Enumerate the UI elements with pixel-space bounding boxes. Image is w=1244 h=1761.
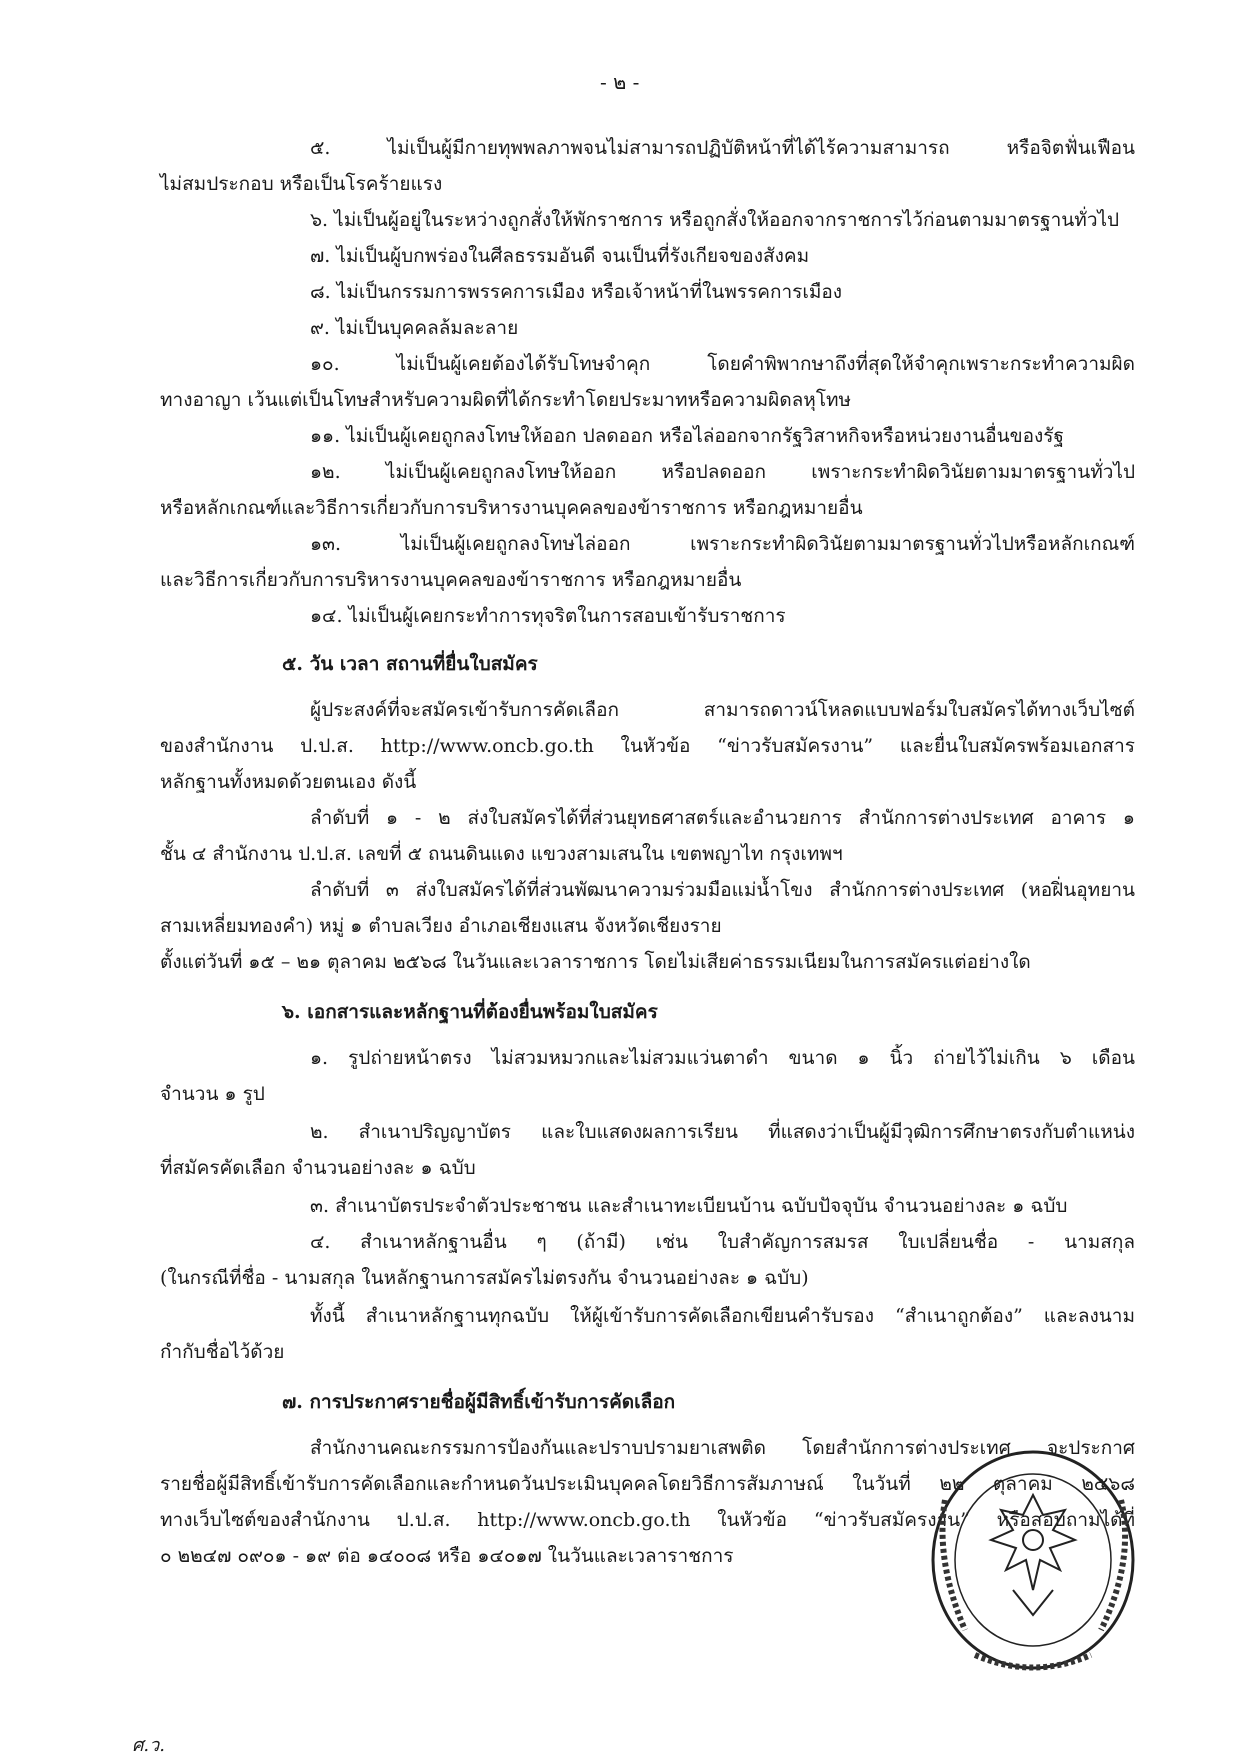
handwritten-initials: ศ.ว. (132, 1735, 165, 1756)
text-line: ของสำนักงาน ป.ป.ส. http://www.oncb.go.th ในหัวข้อ “ข่าวรับสมัครงาน” และยื่นใบสมัครพร้อมเอกสาร (160, 735, 1135, 757)
text-line: ลำดับที่ ๑ - ๒ ส่งใบสมัครได้ที่ส่วนยุทธศาสตร์และอำนวยการ สำนักการต่างประเทศ อาคาร ๑ (310, 807, 1135, 829)
text-line: ๕. ไม่เป็นผู้มีกายทุพพลภาพจนไม่สามารถปฏิบัติหน้าที่ได้ไร้ความสามารถ หรือจิตฟั่นเฟือน (310, 137, 1135, 159)
text-line: ๑. รูปถ่ายหน้าตรง ไม่สวมหมวกและไม่สวมแว่นตาดำ ขนาด ๑ นิ้ว ถ่ายไว้ไม่เกิน ๖ เดือน (310, 1047, 1135, 1069)
text-line: ตั้งแต่วันที่ ๑๕ – ๒๑ ตุลาคม ๒๕๖๘ ในวันและเวลาราชการ โดยไม่เสียค่าธรรมเนียมในการสมัครแต่อย่างใด (160, 951, 1031, 973)
text-line: ทางเว็บไซต์ของสำนักงาน ป.ป.ส. http://www.oncb.go.th ในหัวข้อ “ข่าวรับสมัครงาน” หรือสอบถามได้ที่ (160, 1509, 1135, 1531)
page-number: - ๒ - (600, 70, 640, 94)
text-line: ๑๑. ไม่เป็นผู้เคยถูกลงโทษให้ออก ปลดออก หรือไล่ออกจากรัฐวิสาหกิจหรือหน่วยงานอื่นของรัฐ (310, 425, 1064, 447)
text-line: ๒. สำเนาปริญญาบัตร และใบแสดงผลการเรียน ที่แสดงว่าเป็นผู้มีวุฒิการศึกษาตรงกับตำแหน่ง (310, 1121, 1135, 1143)
text-line: ๖. ไม่เป็นผู้อยู่ในระหว่างถูกสั่งให้พักราชการ หรือถูกสั่งให้ออกจากราชการไว้ก่อนตามมาตรฐานทั่วไป (310, 209, 1120, 231)
text-line: ๘. ไม่เป็นกรรมการพรรคการเมือง หรือเจ้าหน้าที่ในพรรคการเมือง (310, 281, 843, 303)
text-line: ชั้น ๔ สำนักงาน ป.ป.ส. เลขที่ ๕ ถนนดินแดง แขวงสามเสนใน เขตพญาไท กรุงเทพฯ (160, 843, 843, 865)
text-line: ทางอาญา เว้นแต่เป็นโทษสำหรับความผิดที่ได้กระทำโดยประมาทหรือความผิดลหุโทษ (160, 389, 852, 411)
text-line: หลักฐานทั้งหมดด้วยตนเอง ดังนี้ (160, 771, 417, 793)
text-line: ๙. ไม่เป็นบุคคลล้มละลาย (310, 317, 519, 339)
text-line: ๑๐. ไม่เป็นผู้เคยต้องได้รับโทษจำคุก โดยคำพิพากษาถึงที่สุดให้จำคุกเพราะกระทำความผิด (310, 353, 1135, 375)
text-line: (ในกรณีที่ชื่อ - นามสกุล ในหลักฐานการสมัครไม่ตรงกัน จำนวนอย่างละ ๑ ฉบับ) (160, 1267, 809, 1289)
text-line: ๗. ไม่เป็นผู้บกพร่องในศีลธรรมอันดี จนเป็นที่รังเกียจของสังคม (310, 245, 810, 267)
text-line: ไม่สมประกอบ หรือเป็นโรคร้ายแรง (160, 173, 443, 195)
text-line: ผู้ประสงค์ที่จะสมัครเข้ารับการคัดเลือก สามารถดาวน์โหลดแบบฟอร์มใบสมัครได้ทางเว็บไซต์ (310, 699, 1135, 721)
text-line: และวิธีการเกี่ยวกับการบริหารงานบุคคลของข้าราชการ หรือกฎหมายอื่น (160, 569, 742, 591)
text-line: ๔. สำเนาหลักฐานอื่น ๆ (ถ้ามี) เช่น ใบสำคัญการสมรส ใบเปลี่ยนชื่อ - นามสกุล (310, 1231, 1135, 1253)
text-line: ๑๒. ไม่เป็นผู้เคยถูกลงโทษให้ออก หรือปลดออก เพราะกระทำผิดวินัยตามมาตรฐานทั่วไป (310, 461, 1135, 483)
text-line: ที่สมัครคัดเลือก จำนวนอย่างละ ๑ ฉบับ (160, 1157, 476, 1179)
text-line: ๓. สำเนาบัตรประจำตัวประชาชน และสำเนาทะเบียนบ้าน ฉบับปัจจุบัน จำนวนอย่างละ ๑ ฉบับ (310, 1195, 1068, 1217)
section-heading: ๗. การประกาศรายชื่อผู้มีสิทธิ์เข้ารับการคัดเลือก (282, 1391, 676, 1413)
text-line: กำกับชื่อไว้ด้วย (160, 1341, 285, 1363)
section-heading: ๕. วัน เวลา สถานที่ยื่นใบสมัคร (282, 653, 538, 675)
section-heading: ๖. เอกสารและหลักฐานที่ต้องยื่นพร้อมใบสมัคร (282, 1001, 658, 1023)
text-line: ๐ ๒๒๔๗ ๐๙๐๑ - ๑๙ ต่อ ๑๔๐๐๘ หรือ ๑๔๐๑๗ ในวันและเวลาราชการ (160, 1545, 734, 1567)
text-line: จำนวน ๑ รูป (160, 1083, 265, 1105)
text-line: ๑๔. ไม่เป็นผู้เคยกระทำการทุจริตในการสอบเข้ารับราชการ (310, 605, 786, 627)
text-line: หรือหลักเกณฑ์และวิธีการเกี่ยวกับการบริหารงานบุคคลของข้าราชการ หรือกฎหมายอื่น (160, 497, 863, 519)
text-line: ๑๓. ไม่เป็นผู้เคยถูกลงโทษไล่ออก เพราะกระทำผิดวินัยตามมาตรฐานทั่วไปหรือหลักเกณฑ์ (310, 533, 1135, 555)
text-line: สามเหลี่ยมทองคำ) หมู่ ๑ ตำบลเวียง อำเภอเชียงแสน จังหวัดเชียงราย (160, 915, 722, 937)
text-line: รายชื่อผู้มีสิทธิ์เข้ารับการคัดเลือกและกำหนดวันประเมินบุคคลโดยวิธีการสัมภาษณ์ ในวันที่ ๒๒ ตุลาคม ๒๕๖๘ (160, 1473, 1135, 1495)
text-line: ลำดับที่ ๓ ส่งใบสมัครได้ที่ส่วนพัฒนาความร่วมมือแม่น้ำโขง สำนักการต่างประเทศ (หอฝิ่นอุทยาน (310, 879, 1135, 901)
text-line: สำนักงานคณะกรรมการป้องกันและปราบปรามยาเสพติด โดยสำนักการต่างประเทศ จะประกาศ (310, 1437, 1135, 1459)
text-line: ทั้งนี้ สำเนาหลักฐานทุกฉบับ ให้ผู้เข้ารับการคัดเลือกเขียนคำรับรอง “สำเนาถูกต้อง” และลงนาม (310, 1305, 1135, 1327)
garuda-seal (925, 1440, 1140, 1675)
